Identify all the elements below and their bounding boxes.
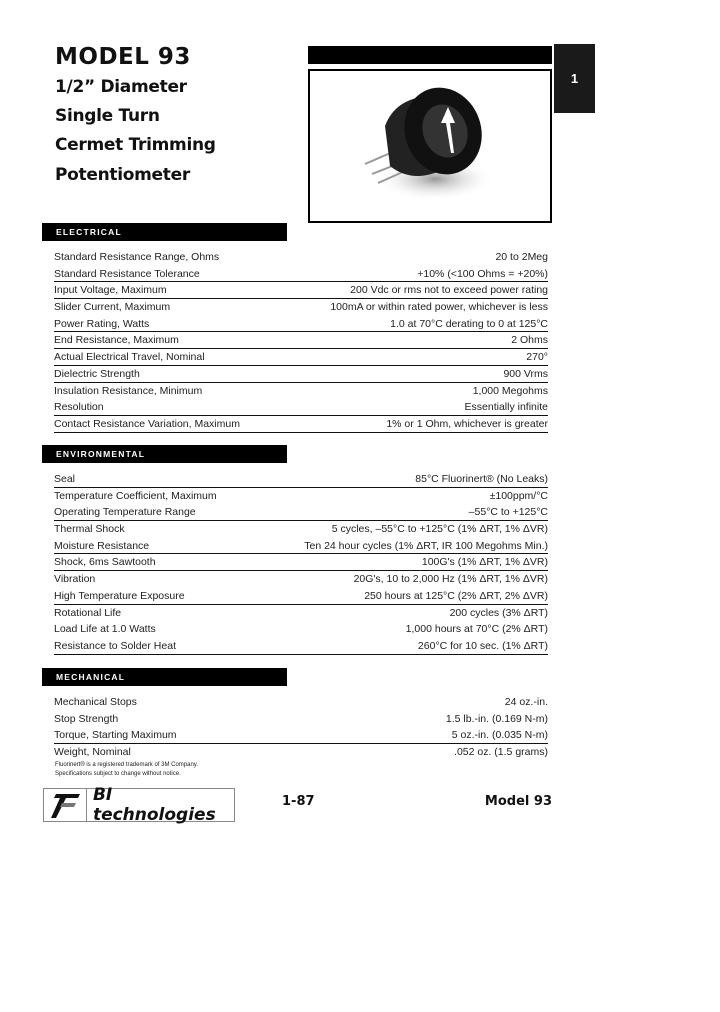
spec-label: Vibration (54, 573, 96, 586)
spec-value: 100mA or within rated power, whichever is less (330, 301, 548, 314)
spec-label: Dielectric Strength (54, 367, 140, 380)
spec-row (54, 266, 548, 283)
spec-value: Ten 24 hour cycles (1% ΔRT, IR 100 Megohms Min.) (304, 539, 548, 552)
spec-note: Specifications subject to change without notice. (55, 771, 181, 777)
spec-value: 20 to 2Meg (495, 251, 548, 263)
spec-row (54, 366, 548, 383)
spec-row (54, 694, 548, 711)
spec-row (54, 744, 548, 761)
spec-label: Input Voltage, Maximum (54, 284, 167, 297)
spec-row (54, 504, 548, 521)
spec-row (54, 488, 548, 505)
spec-label: Thermal Shock (54, 523, 125, 536)
image-header-bar (308, 46, 552, 64)
spec-value: 100G's (1% ΔRT, 1% ΔVR) (421, 556, 548, 569)
spec-row (54, 711, 548, 728)
spec-label: Standard Resistance Tolerance (54, 267, 200, 280)
spec-value: 1,000 Megohms (472, 384, 548, 397)
spec-value: 250 hours at 125°C (2% ΔRT, 2% ΔVR) (364, 589, 548, 602)
section-tab: 1 (554, 44, 595, 113)
spec-label: Rotational Life (54, 606, 122, 619)
spec-value: 24 oz.-in. (504, 696, 548, 708)
spec-value: 260°C for 10 sec. (1% ΔRT) (417, 639, 548, 652)
spec-label: Slider Current, Maximum (54, 301, 171, 314)
spec-row (54, 471, 548, 488)
section-header-electrical: ELECTRICAL (42, 223, 287, 241)
spec-label: Power Rating, Watts (54, 317, 150, 330)
spec-row (54, 332, 548, 349)
spec-value: +10% (<100 Ohms = +20%) (417, 267, 548, 280)
spec-label: Resistance to Solder Heat (54, 639, 176, 652)
spec-label: Operating Temperature Range (54, 506, 196, 519)
spec-value: 1.0 at 70°C derating to 0 at 125°C (390, 317, 548, 330)
subtitle-line: 1/2” Diameter (55, 77, 187, 97)
spec-row (54, 538, 548, 555)
spec-label: Actual Electrical Travel, Nominal (54, 351, 205, 364)
spec-value: 270° (526, 351, 548, 364)
spec-value: 85°C Fluorinert® (No Leaks) (415, 473, 548, 485)
spec-row (54, 299, 548, 316)
spec-label: Resolution (54, 401, 104, 414)
page-number: 1-87 (282, 794, 315, 809)
spec-row (54, 282, 548, 299)
section-header-environmental: ENVIRONMENTAL (42, 445, 287, 463)
spec-value: ±100ppm/°C (489, 489, 548, 502)
spec-label: Load Life at 1.0 Watts (54, 623, 156, 636)
spec-label: Contact Resistance Variation, Maximum (54, 417, 240, 430)
spec-row (54, 383, 548, 400)
spec-row (54, 554, 548, 571)
spec-value: 900 Vrms (503, 367, 548, 380)
spec-label: Weight, Nominal (54, 746, 131, 759)
trademark-note: Fluorinert® is a registered trademark of 3M Company. (55, 762, 199, 768)
spec-value: 1,000 hours at 70°C (2% ΔRT) (405, 623, 548, 636)
spec-label: Mechanical Stops (54, 696, 137, 708)
logo-text: BI technologies (92, 785, 216, 825)
subtitle-line: Potentiometer (55, 165, 190, 185)
mechanical-table (54, 694, 548, 761)
potentiometer-image (310, 71, 550, 221)
logo-mark-icon (44, 789, 87, 821)
spec-row (54, 399, 548, 416)
spec-row (54, 316, 548, 333)
spec-value: 20G's, 10 to 2,000 Hz (1% ΔRT, 1% ΔVR) (353, 573, 548, 586)
spec-row (54, 605, 548, 622)
spec-value: –55°C to +125°C (468, 506, 548, 519)
spec-label: Seal (54, 473, 76, 485)
spec-row (54, 416, 548, 433)
spec-label: End Resistance, Maximum (54, 334, 179, 347)
spec-value: 1.5 lb.-in. (0.169 N-m) (445, 712, 548, 725)
environmental-table (54, 471, 548, 655)
spec-label: Temperature Coefficient, Maximum (54, 489, 217, 502)
spec-row (54, 621, 548, 638)
spec-label: Stop Strength (54, 712, 119, 725)
spec-value: .052 oz. (1.5 grams) (454, 746, 548, 759)
spec-value: 1% or 1 Ohm, whichever is greater (386, 417, 548, 430)
model-title: MODEL 93 (55, 44, 191, 70)
spec-row (54, 571, 548, 588)
spec-value: 5 cycles, –55°C to +125°C (1% ΔRT, 1% ΔVR) (331, 523, 548, 536)
spec-row (54, 349, 548, 366)
spec-label: Insulation Resistance, Minimum (54, 384, 203, 397)
spec-value: 200 Vdc or rms not to exceed power rating (350, 284, 548, 297)
subtitle-line: Single Turn (55, 106, 160, 126)
spec-value: 200 cycles (3% ΔRT) (449, 606, 548, 619)
spec-label: Moisture Resistance (54, 539, 150, 552)
electrical-table (54, 249, 548, 433)
footer-model: Model 93 (484, 794, 552, 809)
spec-label: Torque, Starting Maximum (54, 729, 177, 742)
spec-row (54, 638, 548, 655)
spec-row (54, 521, 548, 538)
spec-value: 2 Ohms (511, 334, 548, 347)
product-photo (308, 69, 552, 223)
subtitle-line: Cermet Trimming (55, 135, 216, 155)
spec-label: High Temperature Exposure (54, 589, 185, 602)
spec-value: 5 oz.-in. (0.035 N-m) (451, 729, 548, 742)
spec-value: Essentially infinite (464, 401, 548, 414)
company-logo (43, 785, 235, 825)
spec-row (54, 588, 548, 605)
section-header-mechanical: MECHANICAL (42, 668, 287, 686)
footnotes (55, 761, 198, 779)
spec-label: Standard Resistance Range, Ohms (54, 251, 220, 263)
spec-label: Shock, 6ms Sawtooth (54, 556, 156, 569)
spec-row (54, 249, 548, 266)
spec-row (54, 727, 548, 744)
